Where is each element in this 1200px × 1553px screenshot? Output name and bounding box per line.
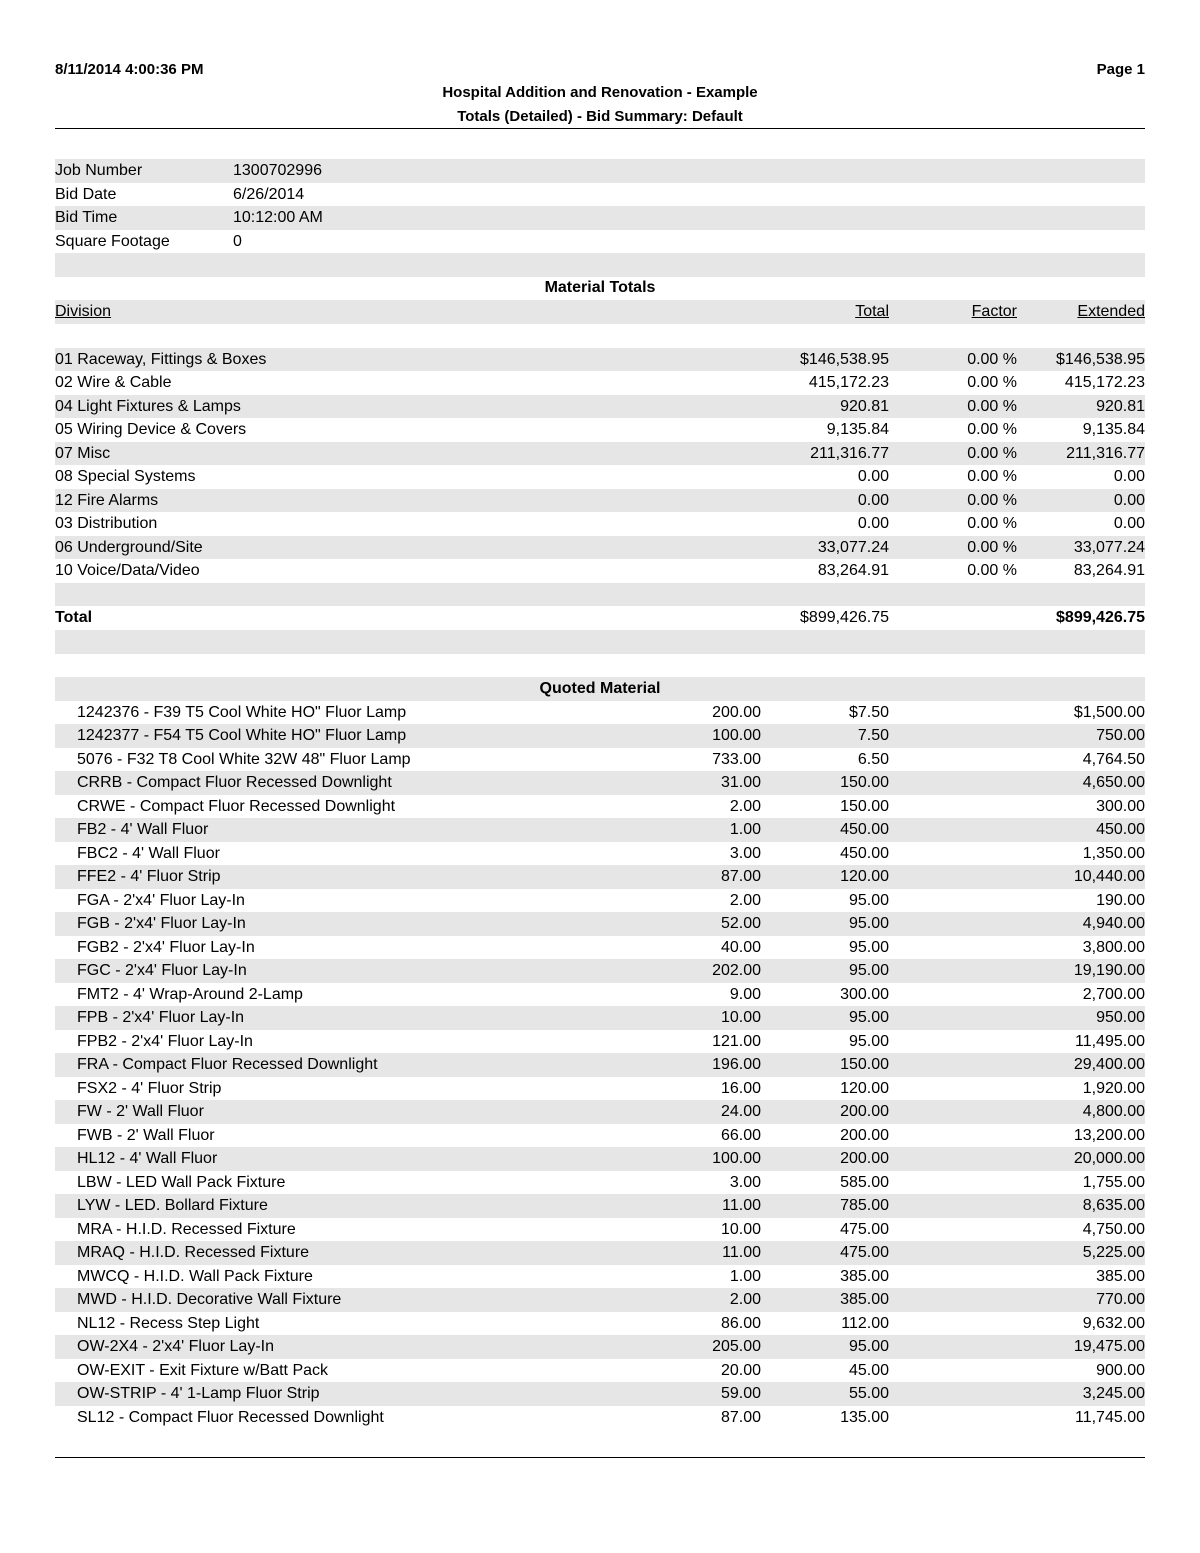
division-total: 0.00 bbox=[857, 491, 889, 509]
item-extended: 5,225.00 bbox=[1082, 1244, 1145, 1261]
quoted-item-row bbox=[55, 983, 1145, 1007]
info-value: 0 bbox=[233, 232, 242, 250]
quoted-item-row bbox=[55, 912, 1145, 936]
quoted-item-row bbox=[55, 771, 1145, 795]
item-unit-price: 6.50 bbox=[857, 750, 889, 768]
division-factor: 0.00 % bbox=[967, 350, 1017, 368]
quoted-item-row bbox=[55, 1335, 1145, 1359]
item-description: 1242376 - F39 T5 Cool White HO" Fluor Lamp bbox=[77, 703, 407, 721]
item-unit-price: 120.00 bbox=[840, 868, 889, 885]
division-extended: 0.00 bbox=[1113, 468, 1145, 485]
info-label: Job Number bbox=[55, 162, 143, 179]
item-description: FB2 - 4' Wall Fluor bbox=[77, 821, 209, 838]
item-extended: 770.00 bbox=[1096, 1291, 1145, 1308]
item-quantity: 20.00 bbox=[720, 1361, 761, 1379]
quoted-item-row bbox=[55, 1124, 1145, 1148]
item-unit-price: 55.00 bbox=[848, 1385, 889, 1402]
division-name: 02 Wire & Cable bbox=[55, 374, 172, 391]
item-unit-price: 135.00 bbox=[840, 1408, 889, 1426]
item-quantity: 40.00 bbox=[720, 938, 761, 956]
item-description: FMT2 - 4' Wrap-Around 2-Lamp bbox=[77, 985, 303, 1003]
item-quantity: 10.00 bbox=[720, 1009, 761, 1026]
item-extended: 190.00 bbox=[1096, 891, 1145, 909]
item-description: OW-EXIT - Exit Fixture w/Batt Pack bbox=[77, 1361, 329, 1379]
info-row bbox=[55, 230, 1145, 254]
item-quantity: 24.00 bbox=[720, 1103, 761, 1120]
division-row bbox=[55, 348, 1145, 372]
item-description: CRRB - Compact Fluor Recessed Downlight bbox=[77, 774, 392, 791]
info-value: 1300702996 bbox=[233, 162, 322, 179]
item-unit-price: 200.00 bbox=[840, 1126, 889, 1144]
item-description: MRAQ - H.I.D. Recessed Fixture bbox=[77, 1244, 310, 1261]
item-extended: 4,650.00 bbox=[1082, 774, 1145, 791]
item-unit-price: 450.00 bbox=[840, 821, 889, 838]
grand-total-label: Total bbox=[55, 609, 93, 626]
item-extended: 1,350.00 bbox=[1082, 844, 1145, 862]
item-description: FBC2 - 4' Wall Fluor bbox=[77, 844, 220, 862]
quoted-item-row bbox=[55, 1194, 1145, 1218]
item-quantity: 205.00 bbox=[712, 1338, 761, 1355]
item-extended: 10,440.00 bbox=[1073, 868, 1145, 885]
item-unit-price: 475.00 bbox=[840, 1244, 889, 1261]
division-extended: 33,077.24 bbox=[1073, 538, 1145, 556]
item-unit-price: $7.50 bbox=[848, 703, 889, 721]
quoted-item-row bbox=[55, 1312, 1145, 1336]
item-quantity: 2.00 bbox=[729, 891, 761, 909]
item-description: FGB2 - 2'x4' Fluor Lay-In bbox=[77, 938, 255, 956]
page-number: Page 1 bbox=[1096, 61, 1145, 78]
quoted-item-row bbox=[55, 1382, 1145, 1406]
column-header-extended: Extended bbox=[1077, 303, 1145, 320]
item-description: NL12 - Recess Step Light bbox=[77, 1314, 260, 1332]
division-row bbox=[55, 512, 1145, 536]
division-name: 05 Wiring Device & Covers bbox=[55, 421, 247, 438]
division-row bbox=[55, 418, 1145, 442]
item-extended: $1,500.00 bbox=[1073, 703, 1145, 721]
item-description: 1242377 - F54 T5 Cool White HO" Fluor Lamp bbox=[77, 727, 407, 744]
item-extended: 4,750.00 bbox=[1082, 1220, 1145, 1238]
item-quantity: 121.00 bbox=[712, 1032, 761, 1050]
item-extended: 9,632.00 bbox=[1082, 1314, 1145, 1332]
quoted-item-row bbox=[55, 1406, 1145, 1430]
quoted-item-row bbox=[55, 1077, 1145, 1101]
division-total: 33,077.24 bbox=[817, 538, 889, 556]
quoted-item-row bbox=[55, 1053, 1145, 1077]
item-unit-price: 150.00 bbox=[840, 797, 889, 815]
division-extended: 0.00 bbox=[1113, 491, 1145, 509]
item-extended: 3,245.00 bbox=[1082, 1385, 1145, 1402]
division-name: 01 Raceway, Fittings & Boxes bbox=[55, 350, 267, 368]
item-quantity: 2.00 bbox=[729, 797, 761, 815]
quoted-item-row bbox=[55, 889, 1145, 913]
item-unit-price: 95.00 bbox=[848, 1009, 889, 1026]
item-unit-price: 95.00 bbox=[848, 938, 889, 956]
item-quantity: 59.00 bbox=[720, 1385, 761, 1402]
info-label: Square Footage bbox=[55, 232, 170, 250]
item-quantity: 9.00 bbox=[729, 985, 761, 1003]
item-unit-price: 450.00 bbox=[840, 844, 889, 862]
item-unit-price: 475.00 bbox=[840, 1220, 889, 1238]
item-extended: 20,000.00 bbox=[1073, 1150, 1145, 1167]
item-extended: 13,200.00 bbox=[1073, 1126, 1145, 1144]
item-unit-price: 95.00 bbox=[848, 891, 889, 909]
item-unit-price: 585.00 bbox=[840, 1173, 889, 1191]
item-quantity: 100.00 bbox=[712, 1150, 761, 1167]
item-unit-price: 95.00 bbox=[848, 962, 889, 979]
division-name: 12 Fire Alarms bbox=[55, 491, 159, 509]
division-extended: $146,538.95 bbox=[1056, 350, 1145, 368]
division-row bbox=[55, 395, 1145, 419]
grand-total-extended: $899,426.75 bbox=[1056, 609, 1145, 626]
item-description: SL12 - Compact Fluor Recessed Downlight bbox=[77, 1408, 384, 1426]
item-description: FSX2 - 4' Fluor Strip bbox=[77, 1079, 222, 1097]
item-unit-price: 7.50 bbox=[857, 727, 889, 744]
item-extended: 4,940.00 bbox=[1082, 915, 1145, 932]
item-quantity: 52.00 bbox=[720, 915, 761, 932]
info-value: 6/26/2014 bbox=[233, 185, 305, 203]
material-totals-title-row bbox=[55, 276, 1145, 300]
division-name: 07 Misc bbox=[55, 444, 111, 462]
quoted-item-row bbox=[55, 842, 1145, 866]
item-quantity: 3.00 bbox=[729, 1173, 761, 1191]
item-quantity: 202.00 bbox=[712, 962, 761, 979]
division-factor: 0.00 % bbox=[967, 491, 1017, 509]
column-header-division: Division bbox=[55, 303, 112, 320]
quoted-item-row bbox=[55, 936, 1145, 960]
division-extended: 211,316.77 bbox=[1066, 444, 1145, 462]
info-row bbox=[55, 183, 1145, 207]
item-description: MWCQ - H.I.D. Wall Pack Fixture bbox=[77, 1267, 313, 1285]
info-label: Bid Time bbox=[55, 209, 118, 226]
report-title: Hospital Addition and Renovation - Example bbox=[442, 84, 758, 101]
item-quantity: 733.00 bbox=[712, 750, 761, 768]
division-total: 0.00 bbox=[857, 515, 889, 532]
item-extended: 385.00 bbox=[1096, 1267, 1145, 1285]
item-description: CRWE - Compact Fluor Recessed Downlight bbox=[77, 797, 396, 815]
item-extended: 11,745.00 bbox=[1075, 1408, 1145, 1426]
quoted-item-row bbox=[55, 1265, 1145, 1289]
material-totals-header-row bbox=[55, 300, 1145, 324]
info-row bbox=[55, 206, 1145, 230]
item-extended: 4,800.00 bbox=[1082, 1103, 1145, 1120]
item-description: FW - 2' Wall Fluor bbox=[77, 1103, 204, 1120]
item-unit-price: 150.00 bbox=[840, 774, 889, 791]
item-extended: 300.00 bbox=[1096, 797, 1145, 815]
division-total: 83,264.91 bbox=[817, 562, 889, 579]
item-extended: 2,700.00 bbox=[1082, 985, 1145, 1003]
item-description: FGC - 2'x4' Fluor Lay-In bbox=[77, 962, 247, 979]
item-quantity: 3.00 bbox=[729, 844, 761, 862]
quoted-material-title-row bbox=[55, 677, 1145, 701]
item-quantity: 1.00 bbox=[729, 821, 761, 838]
quoted-item-row bbox=[55, 1218, 1145, 1242]
item-extended: 950.00 bbox=[1096, 1009, 1145, 1026]
quoted-item-row bbox=[55, 1030, 1145, 1054]
item-extended: 450.00 bbox=[1096, 821, 1145, 838]
division-total: 9,135.84 bbox=[826, 421, 889, 438]
division-row bbox=[55, 559, 1145, 583]
item-quantity: 11.00 bbox=[722, 1197, 761, 1214]
quoted-item-row bbox=[55, 1241, 1145, 1265]
item-extended: 900.00 bbox=[1096, 1361, 1145, 1379]
quoted-item-row bbox=[55, 818, 1145, 842]
item-unit-price: 150.00 bbox=[840, 1056, 889, 1073]
quoted-item-row bbox=[55, 1147, 1145, 1171]
spacer-row-shaded bbox=[55, 583, 1145, 607]
item-quantity: 196.00 bbox=[712, 1056, 761, 1073]
quoted-item-row bbox=[55, 795, 1145, 819]
item-quantity: 2.00 bbox=[729, 1291, 761, 1308]
material-totals-grand-total-row bbox=[55, 606, 1145, 630]
division-extended: 0.00 bbox=[1113, 515, 1145, 532]
item-unit-price: 120.00 bbox=[840, 1079, 889, 1097]
item-unit-price: 95.00 bbox=[848, 915, 889, 932]
item-unit-price: 385.00 bbox=[840, 1267, 889, 1285]
item-quantity: 1.00 bbox=[729, 1267, 761, 1285]
division-extended: 9,135.84 bbox=[1082, 421, 1145, 438]
item-extended: 1,920.00 bbox=[1082, 1079, 1145, 1097]
quoted-item-row bbox=[55, 1100, 1145, 1124]
item-unit-price: 45.00 bbox=[848, 1361, 889, 1379]
item-description: FRA - Compact Fluor Recessed Downlight bbox=[77, 1056, 378, 1073]
item-unit-price: 300.00 bbox=[840, 985, 889, 1003]
item-description: 5076 - F32 T8 Cool White 32W 48" Fluor Lamp bbox=[77, 750, 411, 768]
division-row bbox=[55, 371, 1145, 395]
item-extended: 3,800.00 bbox=[1082, 938, 1145, 956]
division-total: 211,316.77 bbox=[810, 444, 889, 462]
item-extended: 4,764.50 bbox=[1082, 750, 1145, 768]
division-factor: 0.00 % bbox=[967, 444, 1017, 462]
quoted-item-row bbox=[55, 748, 1145, 772]
division-factor: 0.00 % bbox=[967, 374, 1017, 391]
division-total: 0.00 bbox=[857, 468, 889, 485]
division-total: 920.81 bbox=[840, 397, 889, 415]
item-unit-price: 200.00 bbox=[840, 1103, 889, 1120]
division-name: 10 Voice/Data/Video bbox=[55, 562, 200, 579]
item-unit-price: 112.00 bbox=[841, 1314, 889, 1332]
quoted-item-row bbox=[55, 865, 1145, 889]
item-unit-price: 95.00 bbox=[848, 1032, 889, 1050]
report-subtitle: Totals (Detailed) - Bid Summary: Default bbox=[457, 108, 743, 125]
item-description: MWD - H.I.D. Decorative Wall Fixture bbox=[77, 1291, 342, 1308]
division-extended: 920.81 bbox=[1096, 397, 1145, 415]
division-factor: 0.00 % bbox=[967, 562, 1017, 579]
division-row bbox=[55, 536, 1145, 560]
report-datetime: 8/11/2014 4:00:36 PM bbox=[55, 61, 204, 78]
grand-total-total: $899,426.75 bbox=[800, 609, 889, 626]
division-extended: 415,172.23 bbox=[1064, 374, 1145, 391]
division-total: $146,538.95 bbox=[800, 350, 889, 368]
item-extended: 750.00 bbox=[1096, 727, 1145, 744]
division-name: 06 Underground/Site bbox=[55, 538, 203, 556]
division-row bbox=[55, 489, 1145, 513]
quoted-item-row bbox=[55, 1006, 1145, 1030]
info-value: 10:12:00 AM bbox=[233, 209, 323, 226]
item-extended: 1,755.00 bbox=[1082, 1173, 1145, 1191]
item-quantity: 16.00 bbox=[720, 1079, 761, 1097]
header-rule bbox=[55, 128, 1145, 129]
quoted-item-row bbox=[55, 701, 1145, 725]
item-description: FGA - 2'x4' Fluor Lay-In bbox=[77, 891, 245, 909]
item-quantity: 10.00 bbox=[720, 1220, 761, 1238]
item-extended: 19,190.00 bbox=[1073, 962, 1145, 979]
division-factor: 0.00 % bbox=[967, 421, 1017, 438]
item-extended: 11,495.00 bbox=[1075, 1032, 1145, 1050]
item-description: LBW - LED Wall Pack Fixture bbox=[77, 1173, 286, 1191]
division-total: 415,172.23 bbox=[808, 374, 889, 391]
item-description: FPB - 2'x4' Fluor Lay-In bbox=[77, 1009, 245, 1026]
info-row bbox=[55, 159, 1145, 183]
item-description: FFE2 - 4' Fluor Strip bbox=[77, 868, 221, 885]
item-extended: 8,635.00 bbox=[1082, 1197, 1145, 1214]
division-factor: 0.00 % bbox=[967, 397, 1017, 415]
division-extended: 83,264.91 bbox=[1073, 562, 1145, 579]
division-name: 04 Light Fixtures & Lamps bbox=[55, 397, 241, 415]
division-name: 03 Distribution bbox=[55, 515, 158, 532]
item-quantity: 200.00 bbox=[712, 703, 761, 721]
item-description: FPB2 - 2'x4' Fluor Lay-In bbox=[77, 1032, 253, 1050]
spacer-row-shaded bbox=[55, 253, 1145, 277]
item-quantity: 11.00 bbox=[722, 1244, 761, 1261]
item-unit-price: 785.00 bbox=[840, 1197, 889, 1214]
material-totals-title: Material Totals bbox=[544, 279, 656, 296]
item-unit-price: 385.00 bbox=[840, 1291, 889, 1308]
division-row bbox=[55, 442, 1145, 466]
division-row bbox=[55, 465, 1145, 489]
item-quantity: 87.00 bbox=[720, 868, 761, 885]
footer-rule bbox=[55, 1457, 1145, 1458]
item-extended: 29,400.00 bbox=[1073, 1056, 1145, 1073]
column-header-total: Total bbox=[855, 303, 889, 320]
quoted-item-row bbox=[55, 724, 1145, 748]
item-quantity: 100.00 bbox=[712, 727, 761, 744]
item-description: OW-STRIP - 4' 1-Lamp Fluor Strip bbox=[77, 1385, 320, 1402]
quoted-item-row bbox=[55, 1359, 1145, 1383]
item-extended: 19,475.00 bbox=[1073, 1338, 1145, 1355]
division-factor: 0.00 % bbox=[967, 468, 1017, 485]
item-description: FGB - 2'x4' Fluor Lay-In bbox=[77, 915, 246, 932]
item-quantity: 31.00 bbox=[720, 774, 761, 791]
column-header-factor: Factor bbox=[971, 303, 1017, 320]
spacer-row-shaded bbox=[55, 630, 1145, 654]
quoted-item-row bbox=[55, 1171, 1145, 1195]
item-quantity: 66.00 bbox=[720, 1126, 761, 1144]
quoted-material-title: Quoted Material bbox=[539, 680, 661, 697]
quoted-item-row bbox=[55, 959, 1145, 983]
item-description: OW-2X4 - 2'x4' Fluor Lay-In bbox=[77, 1338, 274, 1355]
division-factor: 0.00 % bbox=[967, 515, 1017, 532]
item-description: HL12 - 4' Wall Fluor bbox=[77, 1150, 218, 1167]
item-description: FWB - 2' Wall Fluor bbox=[77, 1126, 215, 1144]
item-description: MRA - H.I.D. Recessed Fixture bbox=[77, 1220, 296, 1238]
division-name: 08 Special Systems bbox=[55, 468, 196, 485]
item-unit-price: 95.00 bbox=[848, 1338, 889, 1355]
quoted-item-row bbox=[55, 1288, 1145, 1312]
info-label: Bid Date bbox=[55, 185, 117, 203]
spacer-row bbox=[55, 324, 1145, 348]
item-description: LYW - LED. Bollard Fixture bbox=[77, 1197, 268, 1214]
division-factor: 0.00 % bbox=[967, 538, 1017, 556]
item-quantity: 87.00 bbox=[720, 1408, 761, 1426]
item-unit-price: 200.00 bbox=[840, 1150, 889, 1167]
item-quantity: 86.00 bbox=[720, 1314, 761, 1332]
